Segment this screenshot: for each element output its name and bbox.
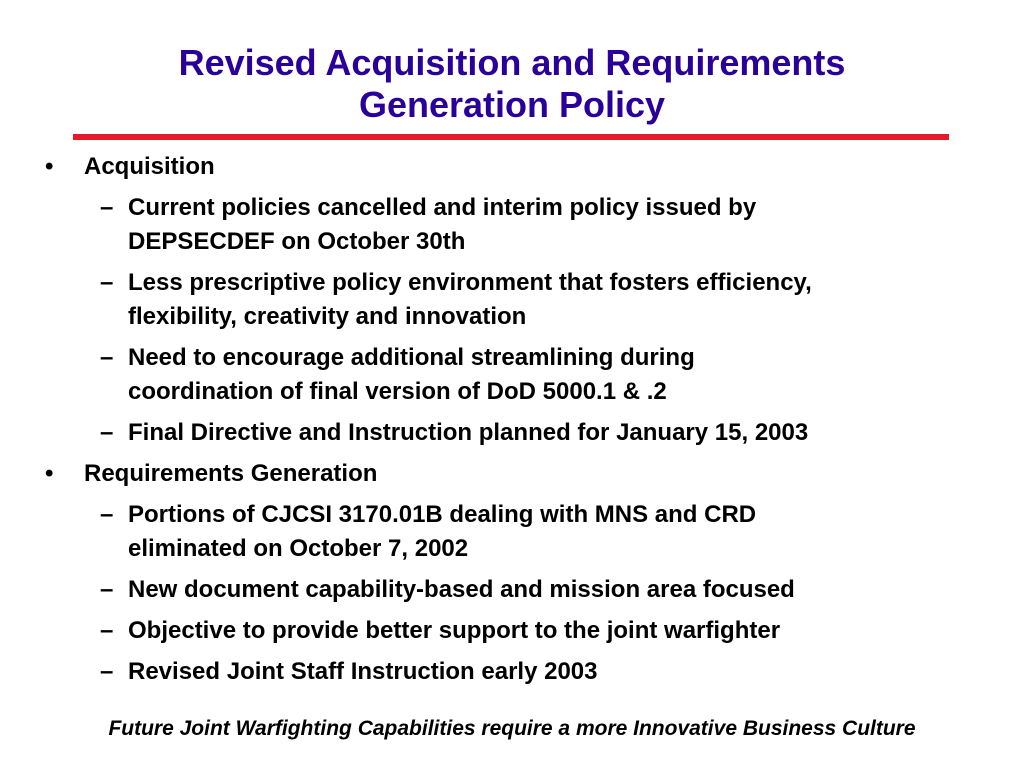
title-divider — [73, 134, 949, 140]
sub-item-line: eliminated on October 7, 2002 — [128, 535, 469, 562]
sub-item-line: Need to encourage additional streamlining during — [128, 344, 695, 371]
dash-marker: – — [100, 344, 114, 371]
sub-item-line: Final Directive and Instruction planned for January 15, 2003 — [128, 419, 809, 446]
bullet-marker: • — [45, 460, 54, 487]
sub-item-line: DEPSECDEF on October 30th — [128, 228, 466, 255]
sub-item-line: Objective to provide better support to the joint warfighter — [128, 617, 781, 644]
slide-title-line-1: Revised Acquisition and Requirements — [178, 42, 846, 83]
sub-item-line: Less prescriptive policy environment that fosters efficiency, — [128, 269, 812, 296]
dash-marker: – — [100, 501, 114, 528]
slide-title — [0, 42, 1024, 126]
sub-item-line: coordination of final version of DoD 5000.1 & .2 — [128, 378, 667, 405]
section-heading: Acquisition — [84, 153, 215, 180]
slide-title-line-2: Generation Policy — [358, 84, 666, 125]
footer-tagline: Future Joint Warfighting Capabilities require a more Innovative Business Culture — [108, 717, 916, 740]
sub-item-line: flexibility, creativity and innovation — [128, 303, 527, 330]
dash-marker: – — [100, 269, 114, 296]
dash-marker: – — [100, 617, 114, 644]
dash-marker: – — [100, 576, 114, 603]
dash-marker: – — [100, 419, 114, 446]
sub-item-line: New document capability-based and mission area focused — [128, 576, 795, 603]
dash-marker: – — [100, 194, 114, 221]
dash-marker: – — [100, 658, 114, 685]
section-heading: Requirements Generation — [84, 460, 378, 487]
sub-item-line: Current policies cancelled and interim policy issued by — [128, 194, 757, 221]
bullet-marker: • — [45, 153, 54, 180]
sub-item-line: Revised Joint Staff Instruction early 2003 — [128, 658, 598, 685]
sub-item-line: Portions of CJCSI 3170.01B dealing with MNS and CRD — [128, 501, 757, 528]
